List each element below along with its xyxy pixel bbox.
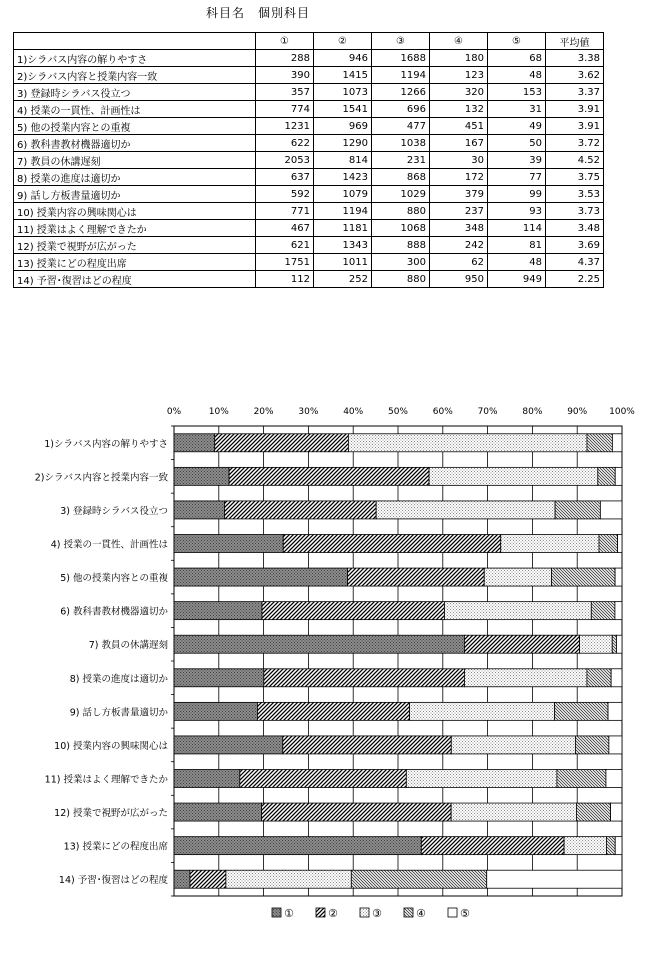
count-cell: 167 [430, 135, 488, 152]
bar-segment-3 [501, 535, 599, 553]
bar-segment-3 [451, 803, 576, 821]
bar-segment-3 [376, 501, 555, 519]
bar-segment-5 [615, 837, 622, 855]
page-title: 科目名 個別科目 [206, 6, 311, 20]
legend-swatch [404, 908, 413, 917]
count-cell: 880 [372, 203, 430, 220]
bar-segment-1 [174, 870, 190, 888]
average-cell: 3.75 [546, 169, 604, 186]
bar-segment-3 [484, 568, 551, 586]
legend-label: ④ [416, 907, 426, 920]
average-cell: 3.37 [546, 84, 604, 101]
count-cell: 637 [256, 169, 314, 186]
header-cell: ④ [430, 33, 488, 50]
x-tick-label: 80% [522, 407, 543, 417]
count-cell: 93 [488, 203, 546, 220]
count-cell: 771 [256, 203, 314, 220]
bar-segment-3 [451, 736, 575, 754]
count-cell: 1194 [372, 67, 430, 84]
row-label: 7) 教員の休講遅刻 [14, 152, 256, 169]
legend-swatch [360, 908, 369, 917]
count-cell: 379 [430, 186, 488, 203]
bar-segment-1 [174, 702, 257, 720]
count-cell: 1751 [256, 254, 314, 271]
count-cell: 1194 [314, 203, 372, 220]
count-cell: 774 [256, 101, 314, 118]
bar-segment-2 [283, 736, 451, 754]
table-row [14, 271, 604, 288]
count-cell: 1181 [314, 220, 372, 237]
count-cell: 868 [372, 169, 430, 186]
bar-segment-5 [608, 702, 622, 720]
average-cell: 3.72 [546, 135, 604, 152]
count-cell: 1688 [372, 50, 430, 67]
count-cell: 114 [488, 220, 546, 237]
bar-segment-3 [429, 467, 598, 485]
bar-segment-4 [598, 467, 615, 485]
legend-label: ⑤ [460, 907, 470, 920]
count-cell: 1541 [314, 101, 372, 118]
count-cell: 180 [430, 50, 488, 67]
count-cell: 320 [430, 84, 488, 101]
bar-segment-3 [410, 702, 555, 720]
legend-swatch [448, 908, 457, 917]
survey-table [13, 32, 604, 288]
bar-segment-2 [348, 568, 485, 586]
bar-segment-4 [599, 535, 618, 553]
count-cell: 621 [256, 237, 314, 254]
row-label: 13) 授業にどの程度出席 [14, 254, 256, 271]
count-cell: 451 [430, 118, 488, 135]
count-cell: 888 [372, 237, 430, 254]
average-cell: 4.52 [546, 152, 604, 169]
category-label: 11) 授業はよく理解できたか [44, 774, 168, 786]
bar-segment-5 [609, 736, 622, 754]
x-tick-label: 60% [432, 407, 453, 417]
bar-segment-2 [257, 702, 409, 720]
bar-segment-1 [174, 736, 283, 754]
count-cell: 62 [430, 254, 488, 271]
bar-segment-2 [224, 501, 376, 519]
count-cell: 39 [488, 152, 546, 169]
bar-segment-2 [262, 602, 444, 620]
bar-segment-4 [612, 635, 616, 653]
count-cell: 696 [372, 101, 430, 118]
bar-segment-2 [229, 467, 429, 485]
category-label: 12) 授業で視野が広がった [54, 808, 168, 820]
count-cell: 1343 [314, 237, 372, 254]
bar-segment-1 [174, 501, 224, 519]
table-row [14, 152, 604, 169]
row-label: 10) 授業内容の興味関心は [14, 203, 256, 220]
count-cell: 477 [372, 118, 430, 135]
bar-segment-5 [611, 803, 622, 821]
legend-swatch [316, 908, 325, 917]
row-label: 5) 他の授業内容との重複 [14, 118, 256, 135]
bar-segment-1 [174, 568, 348, 586]
count-cell: 68 [488, 50, 546, 67]
bar-segment-4 [575, 736, 608, 754]
stacked-bar-chart [0, 396, 652, 956]
bar-segment-1 [174, 837, 421, 855]
table-row [14, 67, 604, 84]
count-cell: 390 [256, 67, 314, 84]
bar-segment-4 [587, 434, 612, 452]
bar-segment-1 [174, 535, 283, 553]
count-cell: 77 [488, 169, 546, 186]
bar-segment-1 [174, 434, 215, 452]
count-cell: 31 [488, 101, 546, 118]
legend-label: ② [328, 907, 338, 920]
table-row [14, 135, 604, 152]
table-row [14, 50, 604, 67]
count-cell: 237 [430, 203, 488, 220]
bar-segment-5 [615, 568, 622, 586]
x-tick-label: 10% [208, 407, 229, 417]
bar-segment-1 [174, 770, 240, 788]
category-label: 4) 授業の一貫性、計画性は [50, 539, 168, 551]
category-label: 9) 話し方板書量適切か [69, 707, 168, 719]
category-label: 13) 授業にどの程度出席 [63, 841, 168, 853]
count-cell: 252 [314, 271, 372, 288]
count-cell: 1073 [314, 84, 372, 101]
x-tick-label: 70% [477, 407, 498, 417]
count-cell: 1415 [314, 67, 372, 84]
bar-segment-5 [615, 602, 622, 620]
count-cell: 1011 [314, 254, 372, 271]
count-cell: 592 [256, 186, 314, 203]
count-cell: 242 [430, 237, 488, 254]
count-cell: 1079 [314, 186, 372, 203]
count-cell: 880 [372, 271, 430, 288]
bar-segment-3 [580, 635, 613, 653]
count-cell: 814 [314, 152, 372, 169]
row-label: 3) 登録時シラバス役立つ [14, 84, 256, 101]
category-label: 1)シラバス内容の解りやすさ [44, 438, 168, 450]
category-label: 2)シラバス内容と授業内容一致 [34, 472, 168, 484]
x-tick-label: 90% [567, 407, 588, 417]
table-row [14, 101, 604, 118]
average-cell: 3.69 [546, 237, 604, 254]
bar-segment-2 [215, 434, 349, 452]
count-cell: 467 [256, 220, 314, 237]
count-cell: 357 [256, 84, 314, 101]
count-cell: 48 [488, 254, 546, 271]
count-cell: 30 [430, 152, 488, 169]
table-row [14, 254, 604, 271]
x-tick-label: 0% [166, 407, 182, 417]
bar-segment-3 [348, 434, 587, 452]
bar-segment-5 [615, 467, 622, 485]
table-row [14, 220, 604, 237]
category-label: 10) 授業内容の興味関心は [54, 740, 168, 752]
count-cell: 132 [430, 101, 488, 118]
row-label: 4) 授業の一貫性、計画性は [14, 101, 256, 118]
bar-segment-1 [174, 602, 262, 620]
count-cell: 1290 [314, 135, 372, 152]
row-label: 8) 授業の進度は適切か [14, 169, 256, 186]
bar-segment-5 [612, 434, 622, 452]
average-cell: 3.91 [546, 118, 604, 135]
bar-segment-4 [587, 669, 611, 687]
bar-segment-5 [618, 535, 622, 553]
average-cell: 3.91 [546, 101, 604, 118]
row-label: 12) 授業で視野が広がった [14, 237, 256, 254]
table-row [14, 237, 604, 254]
bar-segment-2 [264, 669, 465, 687]
bar-segment-2 [262, 803, 452, 821]
bar-segment-4 [591, 602, 615, 620]
bar-segment-4 [606, 837, 615, 855]
count-cell: 288 [256, 50, 314, 67]
table-row [14, 186, 604, 203]
bar-segment-1 [174, 669, 264, 687]
count-cell: 1038 [372, 135, 430, 152]
x-tick-label: 100% [609, 407, 635, 417]
count-cell: 1029 [372, 186, 430, 203]
category-label: 7) 教員の休講遅刻 [88, 640, 168, 652]
bar-segment-4 [576, 803, 610, 821]
average-cell: 3.48 [546, 220, 604, 237]
category-label: 8) 授業の進度は適切か [69, 673, 168, 685]
row-label: 11) 授業はよく理解できたか [14, 220, 256, 237]
table-row [14, 169, 604, 186]
category-label: 5) 他の授業内容との重複 [60, 573, 168, 585]
bar-segment-4 [555, 501, 600, 519]
count-cell: 969 [314, 118, 372, 135]
x-tick-label: 30% [298, 407, 319, 417]
count-cell: 81 [488, 237, 546, 254]
bar-segment-5 [611, 669, 622, 687]
header-cell: 平均値 [546, 33, 604, 50]
bar-segment-5 [487, 870, 622, 888]
row-label: 9) 話し方板書量適切か [14, 186, 256, 203]
average-cell: 3.73 [546, 203, 604, 220]
count-cell: 231 [372, 152, 430, 169]
count-cell: 123 [430, 67, 488, 84]
row-label: 2)シラバス内容と授業内容一致 [14, 67, 256, 84]
count-cell: 946 [314, 50, 372, 67]
bar-segment-3 [464, 669, 586, 687]
bar-segment-2 [283, 535, 501, 553]
bar-segment-1 [174, 803, 262, 821]
x-tick-label: 50% [387, 407, 409, 417]
header-cell [14, 33, 256, 50]
bar-segment-5 [600, 501, 622, 519]
count-cell: 1068 [372, 220, 430, 237]
average-cell: 2.25 [546, 271, 604, 288]
legend-label: ③ [372, 907, 382, 920]
bar-segment-3 [564, 837, 606, 855]
row-label: 1)シラバス内容の解りやすさ [14, 50, 256, 67]
average-cell: 3.53 [546, 186, 604, 203]
bar-segment-2 [464, 635, 579, 653]
bar-segment-2 [421, 837, 564, 855]
header-cell: ① [256, 33, 314, 50]
count-cell: 49 [488, 118, 546, 135]
table-header-row [14, 33, 604, 50]
bar-segment-4 [557, 770, 606, 788]
count-cell: 50 [488, 135, 546, 152]
bar-segment-3 [406, 770, 557, 788]
bar-segment-5 [606, 770, 622, 788]
legend-swatch [272, 908, 281, 917]
header-cell: ② [314, 33, 372, 50]
x-tick-label: 20% [253, 407, 274, 417]
count-cell: 99 [488, 186, 546, 203]
row-label: 14) 予習･復習はどの程度 [14, 271, 256, 288]
average-cell: 4.37 [546, 254, 604, 271]
count-cell: 172 [430, 169, 488, 186]
count-cell: 348 [430, 220, 488, 237]
table-row [14, 203, 604, 220]
category-label: 6) 教科書教材機器適切か [60, 606, 168, 618]
bar-segment-4 [555, 702, 608, 720]
average-cell: 3.62 [546, 67, 604, 84]
table-row [14, 118, 604, 135]
count-cell: 48 [488, 67, 546, 84]
bar-segment-1 [174, 467, 229, 485]
bar-segment-3 [226, 870, 351, 888]
count-cell: 950 [430, 271, 488, 288]
bar-segment-4 [551, 568, 615, 586]
bar-segment-2 [240, 770, 406, 788]
count-cell: 2053 [256, 152, 314, 169]
bar-segment-5 [616, 635, 622, 653]
category-label: 14) 予習･復習はどの程度 [58, 875, 168, 887]
count-cell: 1266 [372, 84, 430, 101]
bar-segment-2 [190, 870, 226, 888]
category-label: 3) 登録時シラバス役立つ [60, 505, 168, 517]
x-tick-label: 40% [343, 407, 364, 417]
count-cell: 112 [256, 271, 314, 288]
header-cell: ⑤ [488, 33, 546, 50]
header-cell: ③ [372, 33, 430, 50]
count-cell: 1231 [256, 118, 314, 135]
count-cell: 300 [372, 254, 430, 271]
count-cell: 949 [488, 271, 546, 288]
count-cell: 622 [256, 135, 314, 152]
bar-segment-3 [444, 602, 591, 620]
average-cell: 3.38 [546, 50, 604, 67]
count-cell: 153 [488, 84, 546, 101]
bar-segment-4 [351, 870, 486, 888]
count-cell: 1423 [314, 169, 372, 186]
row-label: 6) 教科書教材機器適切か [14, 135, 256, 152]
table-row [14, 84, 604, 101]
legend-label: ① [284, 907, 294, 920]
bar-segment-1 [174, 635, 464, 653]
